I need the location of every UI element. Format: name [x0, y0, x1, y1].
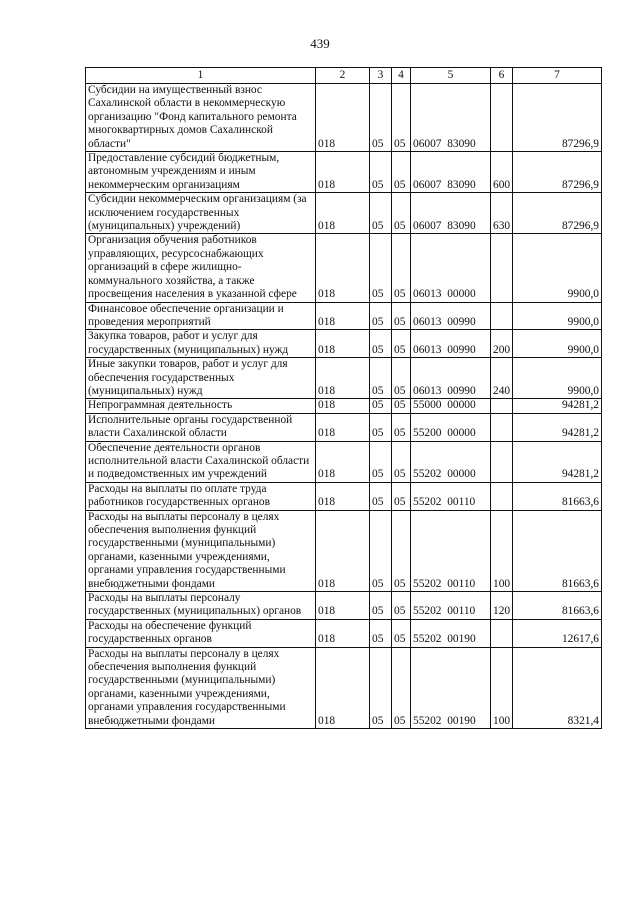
section-code-cell: 05 [370, 358, 392, 399]
program-code: 55202 [413, 577, 442, 590]
expense-type-cell: 240 [491, 358, 513, 399]
expense-type-cell [491, 413, 513, 441]
row-name-cell: Расходы на выплаты персоналу в целях обеспечения выполнения функций государственными (муниципальными) органами, казенными учреждениями, органами управления государственными внебюджетными фондами [86, 647, 316, 728]
table-row [86, 647, 602, 728]
article-code: 00190 [447, 714, 476, 727]
section-code-cell: 05 [370, 592, 392, 620]
section-code-cell: 05 [370, 647, 392, 728]
article-code: 00990 [447, 315, 476, 328]
subsection-code-cell: 05 [392, 152, 411, 193]
row-name-cell: Субсидии некоммерческим организациям (за исключением государственных (муниципальных) учреждений) [86, 193, 316, 234]
amount-cell: 9900,0 [513, 234, 602, 302]
article-code: 00990 [447, 343, 476, 356]
program-code: 55202 [413, 496, 442, 509]
subsection-code-cell: 05 [392, 234, 411, 302]
ministry-code-cell: 018 [316, 84, 370, 152]
table-row [86, 234, 602, 302]
expense-type-cell [491, 234, 513, 302]
amount-cell: 9900,0 [513, 302, 602, 330]
target-article-cell [411, 234, 491, 302]
target-article-cell [411, 482, 491, 510]
table-row [86, 399, 602, 413]
table-body [86, 84, 602, 729]
amount-cell: 94281,2 [513, 399, 602, 413]
amount-cell: 9900,0 [513, 358, 602, 399]
subsection-code-cell: 05 [392, 330, 411, 358]
amount-cell: 8321,4 [513, 647, 602, 728]
ministry-code-cell: 018 [316, 302, 370, 330]
program-code: 06007 [413, 220, 442, 233]
section-code-cell: 05 [370, 330, 392, 358]
article-code: 00990 [447, 384, 476, 397]
ministry-code-cell: 018 [316, 234, 370, 302]
target-article-cell [411, 592, 491, 620]
ministry-code-cell: 018 [316, 510, 370, 591]
table-row [86, 193, 602, 234]
ministry-code-cell: 018 [316, 193, 370, 234]
table-row [86, 302, 602, 330]
program-code: 06013 [413, 288, 442, 301]
column-header: 2 [316, 68, 370, 84]
subsection-code-cell: 05 [392, 358, 411, 399]
row-name-cell: Закупка товаров, работ и услуг для государственных (муниципальных) нужд [86, 330, 316, 358]
section-code-cell: 05 [370, 152, 392, 193]
section-code-cell: 05 [370, 302, 392, 330]
section-code-cell: 05 [370, 399, 392, 413]
table-row [86, 152, 602, 193]
expense-type-cell: 120 [491, 592, 513, 620]
target-article-cell [411, 441, 491, 482]
program-code: 55202 [413, 468, 442, 481]
table-row [86, 441, 602, 482]
program-code: 55202 [413, 633, 442, 646]
program-code: 06013 [413, 315, 442, 328]
table-row [86, 592, 602, 620]
expense-type-cell [491, 619, 513, 647]
expense-type-cell: 600 [491, 152, 513, 193]
section-code-cell: 05 [370, 234, 392, 302]
table-row [86, 358, 602, 399]
ministry-code-cell: 018 [316, 647, 370, 728]
article-code: 00110 [447, 605, 476, 618]
target-article-cell [411, 302, 491, 330]
amount-cell: 94281,2 [513, 413, 602, 441]
budget-table [85, 67, 602, 729]
column-header: 3 [370, 68, 392, 84]
amount-cell: 87296,9 [513, 193, 602, 234]
amount-cell: 9900,0 [513, 330, 602, 358]
ministry-code-cell: 018 [316, 330, 370, 358]
target-article-cell [411, 330, 491, 358]
article-code: 00000 [447, 399, 476, 412]
page-number: 439 [310, 36, 330, 51]
expense-type-cell: 200 [491, 330, 513, 358]
article-code: 83090 [447, 178, 476, 191]
row-name-cell: Расходы на обеспечение функций государственных органов [86, 619, 316, 647]
section-code-cell: 05 [370, 441, 392, 482]
subsection-code-cell: 05 [392, 302, 411, 330]
ministry-code-cell: 018 [316, 413, 370, 441]
row-name-cell: Исполнительные органы государственной власти Сахалинской области [86, 413, 316, 441]
row-name-cell: Иные закупки товаров, работ и услуг для обеспечения государственных (муниципальных) нужд [86, 358, 316, 399]
section-code-cell: 05 [370, 619, 392, 647]
column-header: 6 [491, 68, 513, 84]
amount-cell: 94281,2 [513, 441, 602, 482]
target-article-cell [411, 193, 491, 234]
table-row [86, 84, 602, 152]
subsection-code-cell: 05 [392, 647, 411, 728]
row-name-cell: Расходы на выплаты персоналу в целях обеспечения выполнения функций государственными (муниципальными) органами, казенными учреждениями, органами управления государственными внебюджетными фондами [86, 510, 316, 591]
program-code: 55202 [413, 714, 442, 727]
article-code: 83090 [447, 220, 476, 233]
row-name-cell: Расходы на выплаты по оплате труда работников государственных органов [86, 482, 316, 510]
expense-type-cell [491, 441, 513, 482]
amount-cell: 81663,6 [513, 592, 602, 620]
amount-cell: 87296,9 [513, 152, 602, 193]
target-article-cell [411, 647, 491, 728]
expense-type-cell [491, 399, 513, 413]
target-article-cell [411, 399, 491, 413]
subsection-code-cell: 05 [392, 84, 411, 152]
expense-type-cell [491, 482, 513, 510]
row-name-cell: Предоставление субсидий бюджетным, автономным учреждениям и иным некоммерческим организациям [86, 152, 316, 193]
ministry-code-cell: 018 [316, 482, 370, 510]
program-code: 06007 [413, 137, 442, 150]
column-header: 4 [392, 68, 411, 84]
amount-cell: 81663,6 [513, 482, 602, 510]
expense-type-cell [491, 84, 513, 152]
target-article-cell [411, 619, 491, 647]
expense-type-cell: 630 [491, 193, 513, 234]
ministry-code-cell: 018 [316, 399, 370, 413]
column-header: 1 [86, 68, 316, 84]
program-code: 06013 [413, 384, 442, 397]
article-code: 00000 [447, 468, 476, 481]
ministry-code-cell: 018 [316, 152, 370, 193]
amount-cell: 81663,6 [513, 510, 602, 591]
target-article-cell [411, 152, 491, 193]
row-name-cell: Финансовое обеспечение организации и проведения мероприятий [86, 302, 316, 330]
article-code: 00190 [447, 633, 476, 646]
article-code: 00110 [447, 496, 476, 509]
program-code: 06007 [413, 178, 442, 191]
column-header: 7 [513, 68, 602, 84]
article-code: 83090 [447, 137, 476, 150]
row-name-cell: Организация обучения работников управляющих, ресурсоснабжающих организаций в сфере жилищно-коммунального хозяйства, а также просвещения населения в указанной сфере [86, 234, 316, 302]
table-row [86, 482, 602, 510]
amount-cell: 87296,9 [513, 84, 602, 152]
section-code-cell: 05 [370, 482, 392, 510]
ministry-code-cell: 018 [316, 592, 370, 620]
section-code-cell: 05 [370, 193, 392, 234]
target-article-cell [411, 84, 491, 152]
subsection-code-cell: 05 [392, 592, 411, 620]
row-name-cell: Субсидии на имущественный взнос Сахалинской области в некоммерческую организацию "Фонд капитального ремонта многоквартирных домов Сахалинской области" [86, 84, 316, 152]
program-code: 55202 [413, 605, 442, 618]
column-header: 5 [411, 68, 491, 84]
row-name-cell: Непрограммная деятельность [86, 399, 316, 413]
subsection-code-cell: 05 [392, 413, 411, 441]
subsection-code-cell: 05 [392, 399, 411, 413]
section-code-cell: 05 [370, 510, 392, 591]
table-row [86, 510, 602, 591]
table-row [86, 330, 602, 358]
program-code: 55200 [413, 427, 442, 440]
expense-type-cell [491, 302, 513, 330]
table-row [86, 413, 602, 441]
subsection-code-cell: 05 [392, 510, 411, 591]
article-code: 00110 [447, 577, 476, 590]
section-code-cell: 05 [370, 413, 392, 441]
ministry-code-cell: 018 [316, 358, 370, 399]
expense-type-cell: 100 [491, 647, 513, 728]
row-name-cell: Расходы на выплаты персоналу государственных (муниципальных) органов [86, 592, 316, 620]
amount-cell: 12617,6 [513, 619, 602, 647]
article-code: 00000 [447, 288, 476, 301]
program-code: 55000 [413, 399, 442, 412]
row-name-cell: Обеспечение деятельности органов исполнительной власти Сахалинской области и подведомственных им учреждений [86, 441, 316, 482]
subsection-code-cell: 05 [392, 482, 411, 510]
ministry-code-cell: 018 [316, 441, 370, 482]
table-header-row [86, 68, 602, 84]
article-code: 00000 [447, 427, 476, 440]
target-article-cell [411, 413, 491, 441]
subsection-code-cell: 05 [392, 619, 411, 647]
section-code-cell: 05 [370, 84, 392, 152]
expense-type-cell: 100 [491, 510, 513, 591]
subsection-code-cell: 05 [392, 193, 411, 234]
program-code: 06013 [413, 343, 442, 356]
ministry-code-cell: 018 [316, 619, 370, 647]
subsection-code-cell: 05 [392, 441, 411, 482]
table-row [86, 619, 602, 647]
target-article-cell [411, 510, 491, 591]
target-article-cell [411, 358, 491, 399]
